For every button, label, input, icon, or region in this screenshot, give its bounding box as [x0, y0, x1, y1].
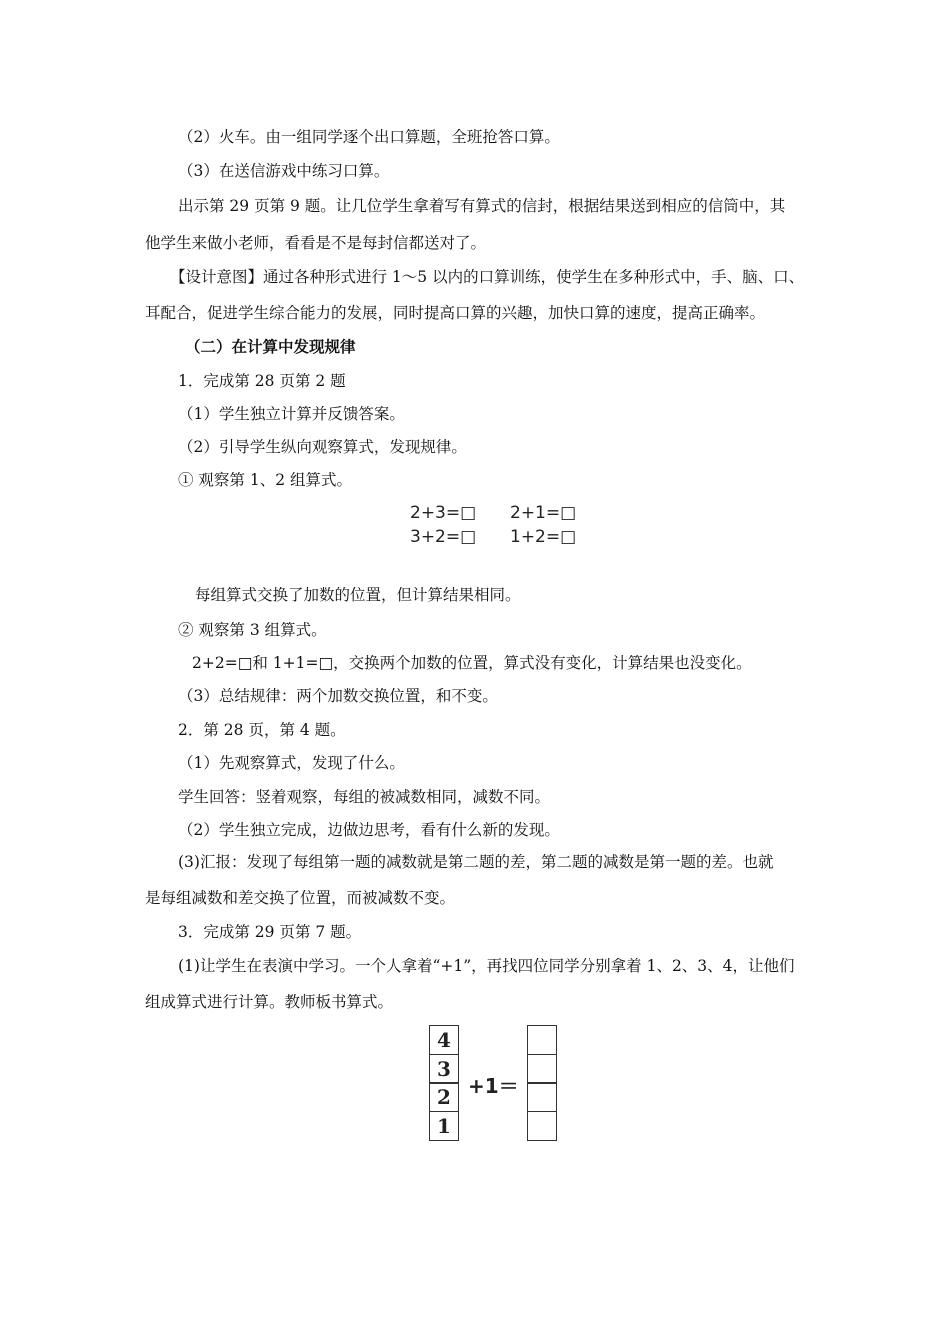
text-line: （1）先观察算式，发现了什么。 [178, 754, 405, 772]
text-line: 组成算式进行计算。教师板书算式。 [145, 993, 394, 1011]
text-line: （2）引导学生纵向观察算式，发现规律。 [178, 438, 467, 456]
text-line: 每组算式交换了加数的位置，但计算结果相同。 [195, 586, 521, 604]
text-line: （2）火车。由一组同学逐个出口算题，全班抢答口算。 [178, 128, 560, 146]
equation: 2+3=□ [410, 503, 477, 523]
text-line: (3)汇报：发现了每组第一题的减数就是第二题的差，第二题的减数是第一题的差。也就 [178, 853, 774, 871]
number-column [429, 1025, 459, 1141]
text-line: 出示第 29 页第 9 题。让几位学生拿着写有算式的信封，根据结果送到相应的信筒中，其 [178, 197, 786, 215]
number-box: 4 [429, 1025, 459, 1055]
text-line: (1)让学生在表演中学习。一个人拿着“+1”，再找四位同学分别拿着 1、2、3、4，让他们 [178, 957, 795, 975]
plus-one-operator: +1＝ [468, 1074, 519, 1098]
text-line: 耳配合，促进学生综合能力的发展，同时提高口算的兴趣，加快口算的速度，提高正确率。 [145, 304, 766, 322]
text-line: 学生回答：竖着观察，每组的被减数相同，减数不同。 [178, 788, 551, 806]
equation-figure [410, 500, 590, 550]
addition-box-figure [425, 1025, 565, 1150]
text-line: 是每组减数和差交换了位置，而被减数不变。 [145, 889, 456, 907]
text-line: （2）学生独立完成，边做边思考，看有什么新的发现。 [178, 821, 560, 839]
answer-box [527, 1082, 557, 1112]
text-line: 【设计意图】通过各种形式进行 1～5 以内的口算训练，使学生在多种形式中，手、脑、口、 [170, 268, 805, 286]
text-line: （3）总结规律：两个加数交换位置，和不变。 [178, 687, 498, 705]
number-box: 1 [429, 1111, 459, 1141]
number-box: 2 [429, 1082, 459, 1112]
text-line: 2+2=□和 1+1=□，交换两个加数的位置，算式没有变化，计算结果也没变化。 [192, 654, 752, 672]
section-heading: （二）在计算中发现规律 [185, 337, 356, 356]
text-line: 3．完成第 29 页第 7 题。 [178, 923, 362, 941]
answer-box [527, 1054, 557, 1084]
text-line: 他学生来做小老师，看看是不是每封信都送对了。 [145, 234, 487, 252]
text-line: ② 观察第 3 组算式。 [178, 621, 327, 639]
answer-box [527, 1025, 557, 1055]
equation: 3+2=□ [410, 527, 477, 547]
answer-column [527, 1025, 557, 1141]
equation: 1+2=□ [510, 527, 577, 547]
equation: 2+1=□ [510, 503, 577, 523]
text-line: ① 观察第 1、2 组算式。 [178, 471, 353, 489]
answer-box [527, 1111, 557, 1141]
text-line: （1）学生独立计算并反馈答案。 [178, 405, 405, 423]
text-line: 2．第 28 页，第 4 题。 [178, 721, 346, 739]
text-line: （3）在送信游戏中练习口算。 [178, 162, 390, 180]
number-box: 3 [429, 1054, 459, 1084]
text-line: 1．完成第 28 页第 2 题 [178, 372, 346, 390]
